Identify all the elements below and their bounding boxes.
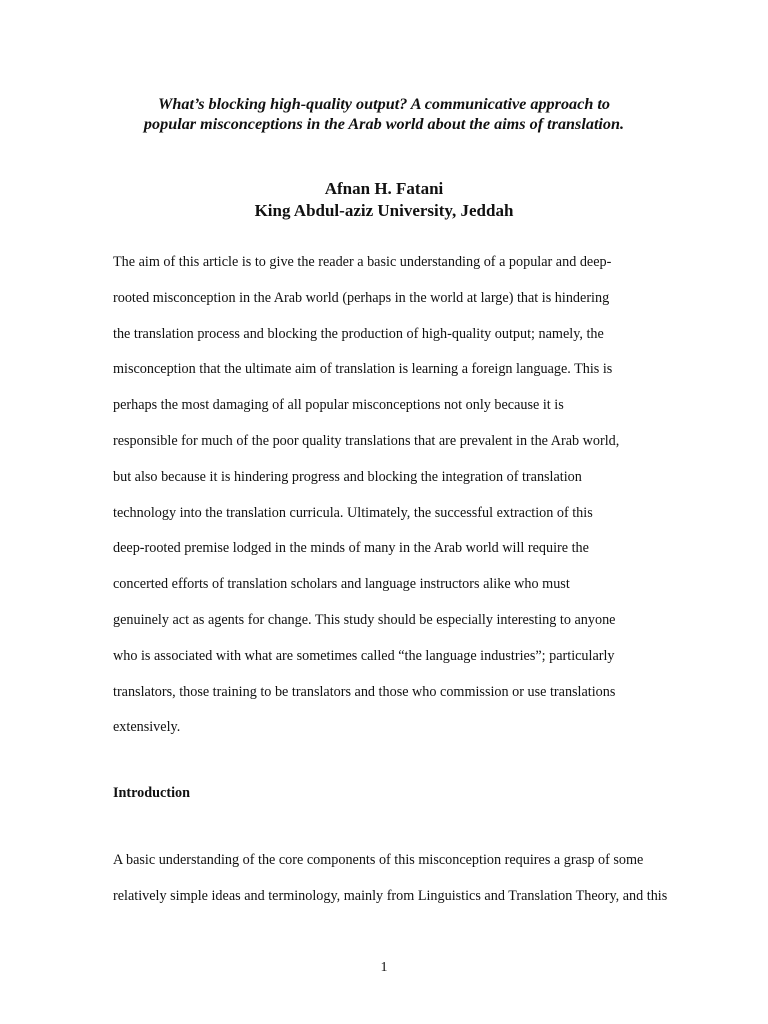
abstract-line: technology into the translation curricula. Ultimately, the successful extraction of this: [113, 504, 593, 521]
introduction-paragraph: [113, 850, 673, 922]
introduction-line: relatively simple ideas and terminology, mainly from Linguistics and Translation Theory, and this: [113, 887, 668, 904]
abstract-line: translators, those training to be translators and those who commission or use translations: [113, 683, 616, 700]
abstract-paragraph: [113, 252, 673, 753]
abstract-line: responsible for much of the poor quality translations that are prevalent in the Arab world,: [113, 432, 620, 449]
abstract-line: extensively.: [113, 719, 181, 736]
author-name: Afnan H. Fatani: [324, 179, 444, 198]
abstract-line: concerted efforts of translation scholars and language instructors alike who must: [113, 576, 570, 593]
abstract-line: who is associated with what are sometimes called “the language industries”; particularly: [113, 647, 615, 664]
section-heading-introduction: Introduction: [113, 785, 190, 801]
abstract-line: The aim of this article is to give the reader a basic understanding of a popular and deep-: [113, 254, 612, 270]
page-number: 1: [380, 960, 388, 975]
abstract-line: but also because it is hindering progress and blocking the integration of translation: [113, 468, 582, 485]
abstract-line: misconception that the ultimate aim of translation is learning a foreign language. This is: [113, 361, 613, 378]
title-line: What’s blocking high-quality output? A communicative approach to: [158, 95, 610, 113]
introduction-line: A basic understanding of the core components of this misconception requires a grasp of some: [113, 852, 644, 868]
abstract-line: genuinely act as agents for change. This study should be especially interesting to anyone: [113, 611, 616, 628]
abstract-line: the translation process and blocking the production of high-quality output; namely, the: [113, 325, 604, 342]
author-affiliation: King Abdul-aziz University, Jeddah: [254, 201, 514, 220]
abstract-line: deep-rooted premise lodged in the minds of many in the Arab world will require the: [113, 540, 589, 557]
author-block: [60, 178, 708, 222]
paper-title: [60, 94, 708, 134]
abstract-line: perhaps the most damaging of all popular misconceptions not only because it is: [113, 397, 564, 414]
abstract-line: rooted misconception in the Arab world (perhaps in the world at large) that is hindering: [113, 289, 610, 306]
title-line: popular misconceptions in the Arab world about the aims of translation.: [143, 115, 625, 133]
